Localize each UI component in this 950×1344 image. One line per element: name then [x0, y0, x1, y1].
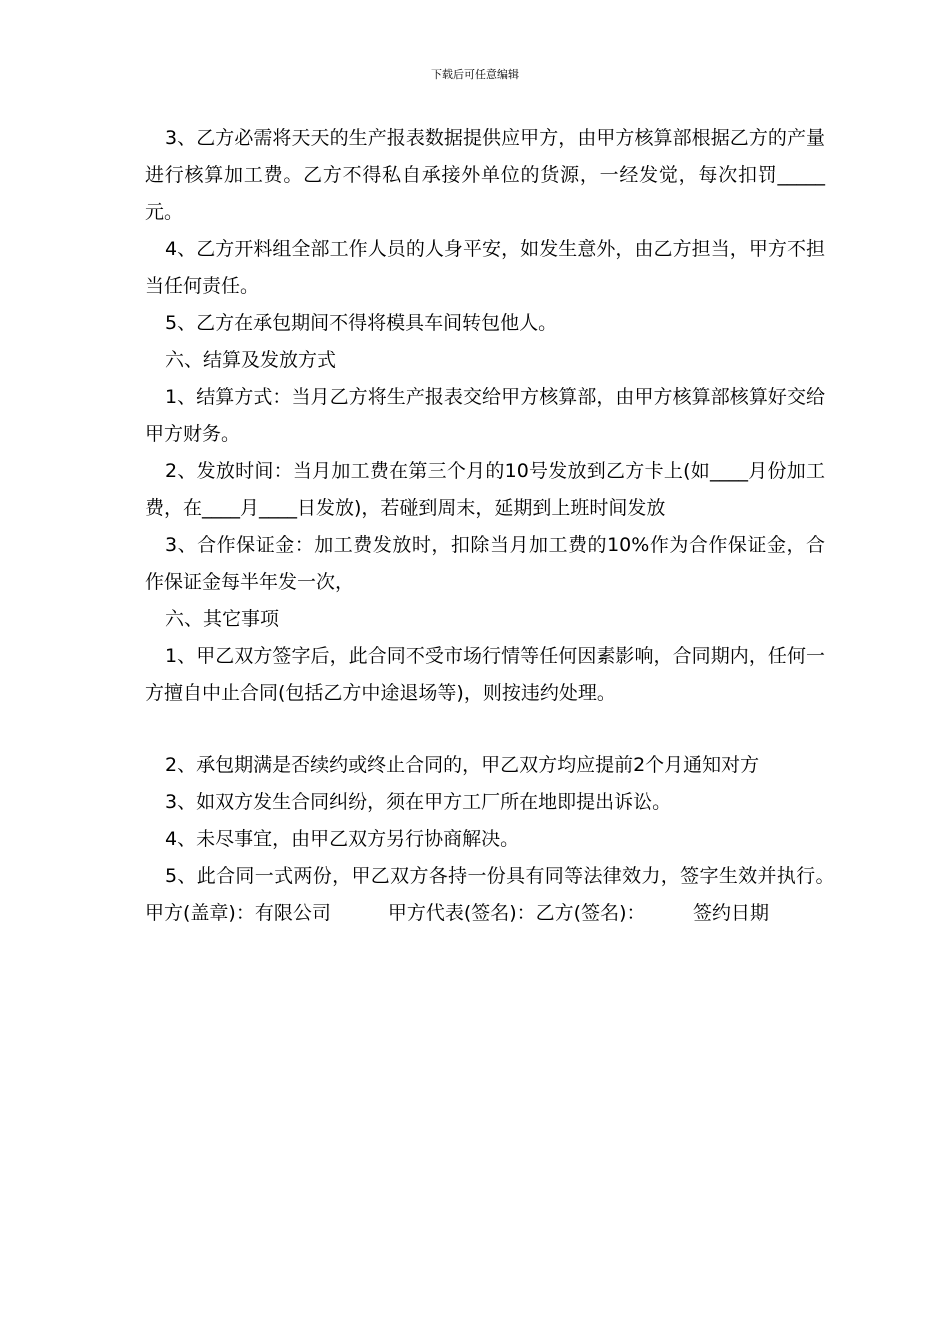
- other-clause-2: 2、承包期满是否续约或终止合同的，甲乙双方均应提前2个月通知对方: [165, 754, 760, 776]
- cooperation-deposit: 3、合作保证金：加工费发放时，扣除当月加工费的10%作为合作保证金，合作保证金每半年发一次，: [145, 534, 825, 593]
- clause-5-no-subcontract: 5、乙方在承包期间不得将模具车间转包他人。: [165, 312, 558, 334]
- section-heading-settlement: 六、结算及发放方式: [165, 349, 337, 371]
- document-body: [145, 120, 883, 932]
- section-heading-other: 六、其它事项: [165, 608, 280, 630]
- other-clause-4: 4、未尽事宜，由甲乙双方另行协商解决。: [165, 828, 520, 850]
- other-clause-3: 3、如双方发生合同纠纷，须在甲方工厂所在地即提出诉讼。: [165, 791, 672, 813]
- clause-4-personnel-safety: 4、乙方开料组全部工作人员的人身平安，如发生意外，由乙方担当，甲方不担当任何责任。: [145, 238, 825, 297]
- settlement-method: 1、结算方式：当月乙方将生产报表交给甲方核算部，由甲方核算部核算好交给甲方财务。: [145, 386, 825, 445]
- page-header: 下载后可任意编辑: [431, 68, 519, 81]
- clause-3-daily-report: 3、乙方必需将天天的生产报表数据提供应甲方，由甲方核算部根据乙方的产量进行核算加工费。乙方不得私自承接外单位的货源，一经发觉，每次扣罚_____元。: [145, 127, 825, 223]
- paragraph-gap: [145, 712, 825, 747]
- payment-time: 2、发放时间：当月加工费在第三个月的10号发放到乙方卡上(如____月份加工费，在____月____日发放)，若碰到周末，延期到上班时间发放: [145, 460, 825, 519]
- other-clause-1: 1、甲乙双方签字后，此合同不受市场行情等任何因素影响，合同期内，任何一方擅自中止合同(包括乙方中途退场等)，则按违约处理。: [145, 645, 825, 704]
- other-clause-5-signatures: 5、此合同一式两份，甲乙双方各持一份具有同等法律效力，签字生效并执行。 甲方(盖章)：有限公司 甲方代表(签名)：乙方(签名)： 签约日期: [145, 865, 883, 924]
